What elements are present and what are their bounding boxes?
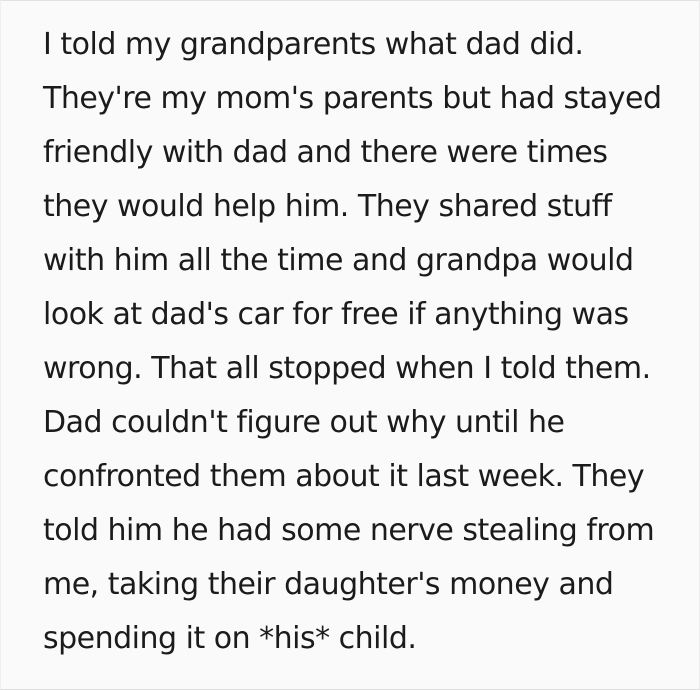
text-line: with him all the time and grandpa would [43, 243, 634, 278]
text-line: me, taking their daughter's money and [43, 567, 614, 602]
text-line: they would help him. They shared stuff [43, 189, 612, 224]
text-line: Dad couldn't figure out why until he [43, 405, 565, 440]
text-line: friendly with dad and there were times [43, 135, 608, 170]
text-line: told him he had some nerve stealing from [43, 513, 655, 548]
text-line: wrong. That all stopped when I told them. [43, 351, 651, 386]
text-line: confronted them about it last week. They [43, 459, 645, 494]
text-line: I told my grandparents what dad did. [43, 27, 584, 62]
text-line: They're my mom's parents but had stayed [43, 81, 662, 116]
text-line: look at dad's car for free if anything was [43, 297, 629, 332]
text-line: spending it on *his* child. [43, 621, 417, 656]
post-text [1, 1, 699, 666]
